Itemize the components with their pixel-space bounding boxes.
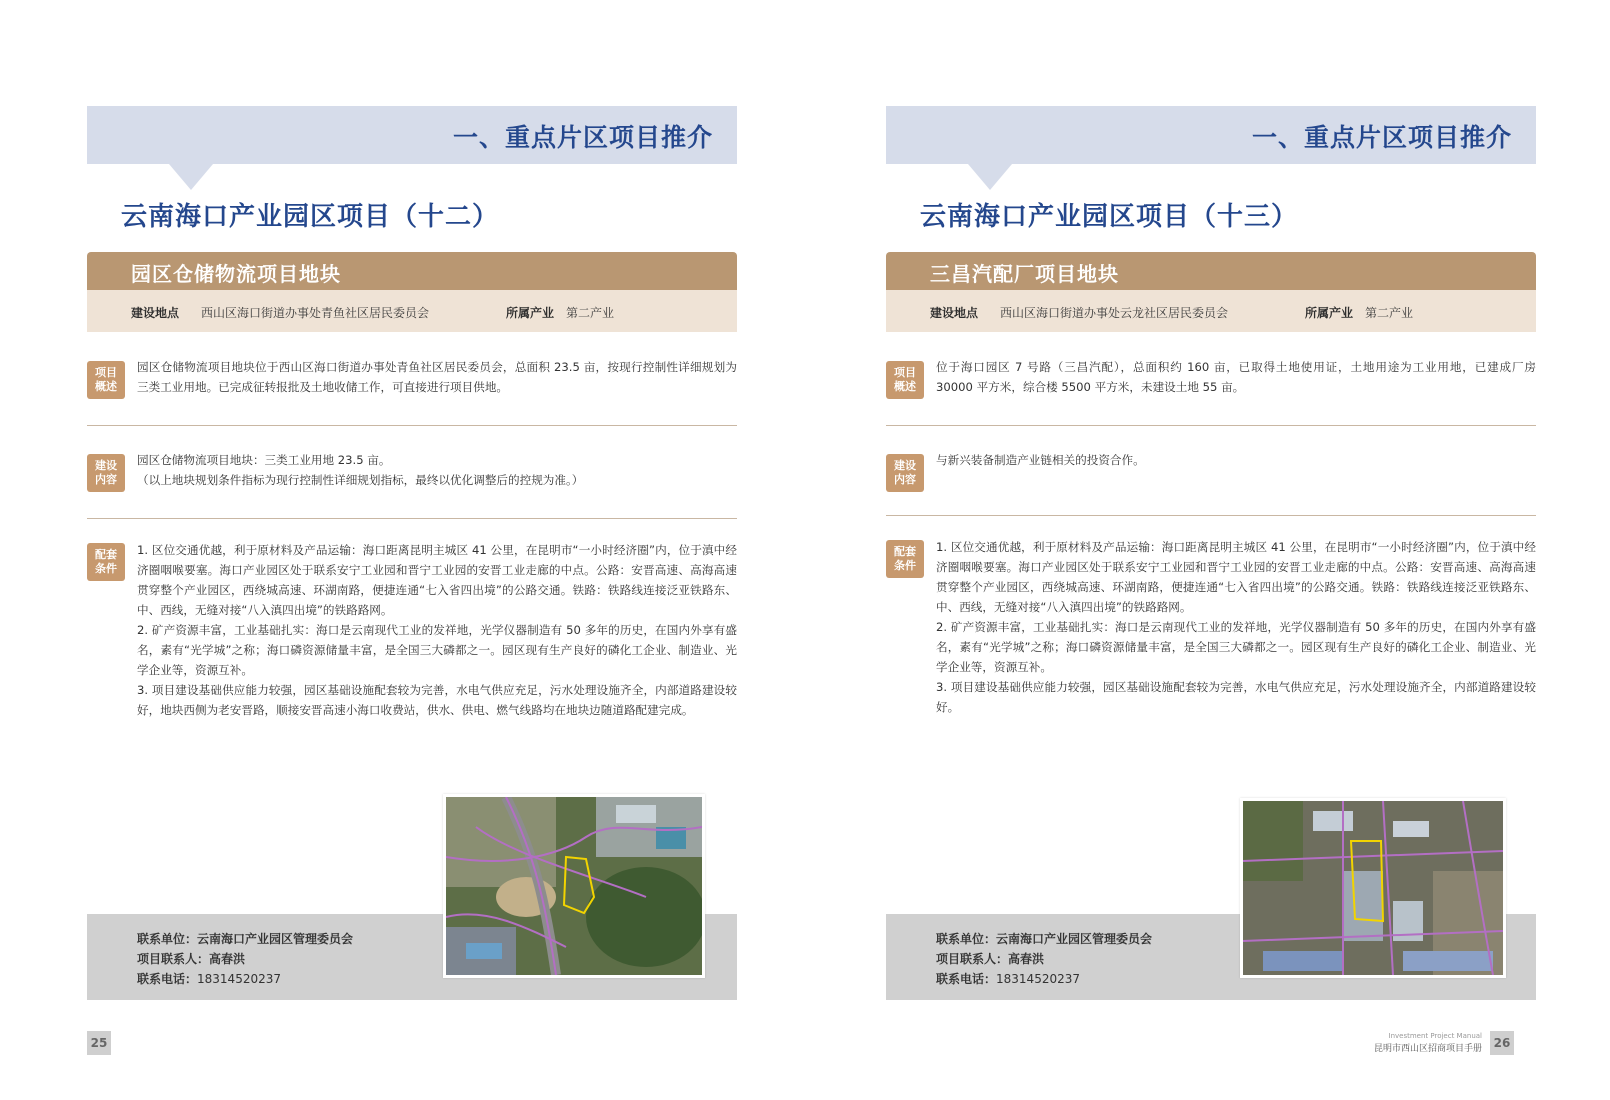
- contact-unit-value: 云南海口产业园区管理委员会: [996, 932, 1153, 946]
- contact-unit-label: 联系单位：: [137, 932, 198, 946]
- aerial-map-image: [443, 794, 705, 978]
- supporting-tag-line1: 配套: [95, 548, 117, 561]
- supporting-paragraph: 3. 项目建设基础供应能力较强，园区基础设施配套较为完善，水电气供应充足，污水处理设施齐全，内部道路建设较好。: [936, 680, 1536, 714]
- contact-phone-label: 联系电话：: [137, 972, 198, 986]
- content-line: 园区仓储物流项目地块：三类工业用地 23.5 亩。: [137, 453, 391, 467]
- location-label: 建设地点: [930, 306, 979, 320]
- supporting-text: [137, 540, 737, 720]
- industry-value: 第二产业: [566, 306, 615, 320]
- section-header: [87, 106, 737, 164]
- contact-phone-label: 联系电话：: [936, 972, 997, 986]
- header-pointer: [968, 164, 1012, 190]
- plot-title: 园区仓储物流项目地块: [131, 262, 341, 286]
- content-tag-line2: 内容: [894, 473, 916, 486]
- overview-tag: [886, 361, 924, 399]
- contact-phone-value: 18314520237: [197, 972, 281, 986]
- plot-title-bar: [87, 252, 737, 290]
- divider: [886, 425, 1536, 426]
- section-header: [886, 106, 1536, 164]
- contact-phone-value: 18314520237: [996, 972, 1080, 986]
- footer-title: 昆明市西山区招商项目手册: [1373, 1044, 1482, 1054]
- footer-english: Investment Project Manual: [1388, 1032, 1482, 1040]
- content-tag-line2: 内容: [95, 473, 117, 486]
- overview-tag-line2: 概述: [95, 380, 117, 393]
- plot-title: 三昌汽配厂项目地块: [930, 262, 1119, 286]
- section-title: 一、重点片区项目推介: [452, 123, 713, 152]
- contact-person-label: 项目联系人：: [936, 952, 1009, 966]
- contact-person-label: 项目联系人：: [137, 952, 210, 966]
- contact-phone: [137, 970, 281, 987]
- contact-unit: [936, 930, 1152, 947]
- supporting-tag-line2: 条件: [95, 562, 117, 575]
- content-tag: [886, 454, 924, 492]
- aerial-map-image: [1240, 798, 1506, 978]
- right-page: [805, 0, 1610, 1100]
- right-page-content: [886, 0, 1536, 1100]
- contact-unit-value: 云南海口产业园区管理委员会: [197, 932, 354, 946]
- overview-tag: [87, 361, 125, 399]
- header-pointer: [169, 164, 213, 190]
- content-text: [936, 450, 1536, 470]
- aerial-map-graphic: [446, 797, 702, 975]
- supporting-paragraph: 3. 项目建设基础供应能力较强，园区基础设施配套较为完善，水电气供应充足，污水处理设施齐全，内部道路建设较好，地块西侧为老安晋路，顺接安晋高速小海口收费站，供水、供电、燃气线路均在地块边随道路配建完成。: [137, 683, 737, 717]
- content-text: [137, 450, 737, 490]
- supporting-paragraph: 2. 矿产资源丰富，工业基础扎实：海口是云南现代工业的发祥地，光学仪器制造有 50 多年的历史，在国内外享有盛名，素有“光学城”之称；海口磷资源储量丰富，是全国三大磷都之一。园区现有生产良好的磷化工企业、制造业、光学企业等，资源互补。: [137, 623, 737, 677]
- page-number: 25: [87, 1031, 111, 1055]
- contact-person-value: 高春洪: [1008, 952, 1045, 966]
- project-title: 云南海口产业园区项目（十二）: [121, 202, 500, 232]
- overview-text: [137, 357, 737, 397]
- supporting-tag: [87, 543, 125, 581]
- supporting-paragraph: 1. 区位交通优越，利于原材料及产品运输：海口距离昆明主城区 41 公里，在昆明市“一小时经济圈”内，位于滇中经济圈咽喉要塞。海口产业园区处于联系安宁工业园和晋宁工业园的安晋工业走廊的中点。公路：安晋高速、高海高速贯穿整个产业园区，西绕城高速、环湖南路，便捷连通“七入省四出境”的公路交通。铁路：铁路线连接泛亚铁路东、中、西线，无缝对接“八入滇四出境”的铁路路网。: [936, 540, 1536, 614]
- supporting-text: [936, 537, 1536, 717]
- industry-label: 所属产业: [506, 306, 555, 320]
- overview-tag-line2: 概述: [894, 380, 916, 393]
- divider: [87, 425, 737, 426]
- divider: [87, 518, 737, 519]
- supporting-paragraph: 2. 矿产资源丰富，工业基础扎实：海口是云南现代工业的发祥地，光学仪器制造有 50 多年的历史，在国内外享有盛名，素有“光学城”之称；海口磷资源储量丰富，是全国三大磷都之一。园区现有生产良好的磷化工企业、制造业、光学企业等，资源互补。: [936, 620, 1536, 674]
- supporting-paragraph: 1. 区位交通优越，利于原材料及产品运输：海口距离昆明主城区 41 公里，在昆明市“一小时经济圈”内，位于滇中经济圈咽喉要塞。海口产业园区处于联系安宁工业园和晋宁工业园的安晋工业走廊的中点。公路：安晋高速、高海高速贯穿整个产业园区，西绕城高速、环湖南路，便捷连通“七入省四出境”的公路交通。铁路：铁路线连接泛亚铁路东、中、西线，无缝对接“八入滇四出境”的铁路路网。: [137, 543, 737, 617]
- content-line: 与新兴装备制造产业链相关的投资合作。: [936, 453, 1145, 467]
- left-page-content: [87, 0, 737, 1100]
- aerial-map-graphic: [1243, 801, 1503, 975]
- section-title: 一、重点片区项目推介: [1251, 123, 1512, 152]
- location-value: 西山区海口街道办事处云龙社区居民委员会: [1000, 306, 1229, 320]
- content-tag: [87, 454, 125, 492]
- supporting-tag-line1: 配套: [894, 545, 916, 558]
- content-tag-line1: 建设: [95, 459, 117, 472]
- industry-label: 所属产业: [1305, 306, 1354, 320]
- supporting-tag-line2: 条件: [894, 559, 916, 572]
- contact-person-value: 高春洪: [209, 952, 246, 966]
- contact-unit-label: 联系单位：: [936, 932, 997, 946]
- location-value: 西山区海口街道办事处青鱼社区居民委员会: [201, 306, 430, 320]
- project-title: 云南海口产业园区项目（十三）: [920, 202, 1299, 232]
- contact-person: [936, 950, 1044, 967]
- contact-unit: [137, 930, 353, 947]
- overview-paragraph: 园区仓储物流项目地块位于西山区海口街道办事处青鱼社区居民委员会，总面积 23.5 亩，按现行控制性详细规划为三类工业用地。已完成征转报批及土地收储工作，可直接进行项目供地。: [137, 360, 737, 394]
- divider: [886, 515, 1536, 516]
- page-number: 26: [1490, 1031, 1514, 1055]
- overview-paragraph: 位于海口园区 7 号路（三昌汽配），总面积约 160 亩，已取得土地使用证，土地用途为工业用地，已建成厂房 30000 平方米，综合楼 5500 平方米，未建设土地 55 亩。: [936, 360, 1536, 394]
- content-tag-line1: 建设: [894, 459, 916, 472]
- overview-tag-line1: 项目: [95, 366, 117, 379]
- overview-text: [936, 357, 1536, 397]
- supporting-tag: [886, 540, 924, 578]
- contact-phone: [936, 970, 1080, 987]
- content-note: （以上地块规划条件指标为现行控制性详细规划指标，最终以优化调整后的控规为准。）: [137, 473, 584, 487]
- info-bar: [886, 290, 1536, 332]
- overview-tag-line1: 项目: [894, 366, 916, 379]
- contact-person: [137, 950, 245, 967]
- location-label: 建设地点: [131, 306, 180, 320]
- industry-value: 第二产业: [1365, 306, 1414, 320]
- info-bar: [87, 290, 737, 332]
- plot-title-bar: [886, 252, 1536, 290]
